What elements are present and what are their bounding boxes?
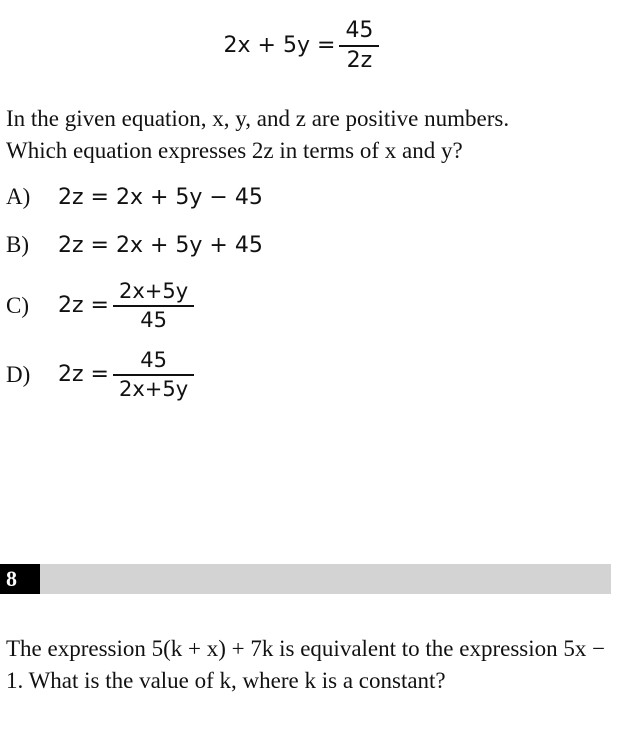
choice-a[interactable] xyxy=(6,180,263,214)
question-8-number: 8 xyxy=(0,564,40,594)
choice-d-numerator: 45 xyxy=(140,348,167,372)
given-equation-denominator: 2z xyxy=(339,45,379,72)
question-7-prompt-line-2: Which equation expresses 2z in terms of x and y? xyxy=(6,138,463,163)
choice-c-lhs: 2z = xyxy=(58,293,109,318)
choice-b-letter: B) xyxy=(6,232,29,257)
question-8-header-bar xyxy=(0,564,611,594)
given-equation-fraction xyxy=(342,20,376,72)
choice-d-lhs: 2z = xyxy=(58,362,109,387)
given-equation xyxy=(0,20,600,72)
choice-d[interactable] xyxy=(6,345,191,405)
choice-b-expression: 2z = 2x + 5y + 45 xyxy=(58,232,263,258)
question-7-prompt xyxy=(6,103,611,167)
choice-c-numerator: 2x+5y xyxy=(118,279,189,303)
choice-b[interactable] xyxy=(6,228,263,262)
choice-d-expression xyxy=(58,350,191,400)
choice-a-letter: A) xyxy=(6,184,31,209)
choice-a-expression: 2z = 2x + 5y − 45 xyxy=(58,184,263,210)
choice-c-expression xyxy=(58,281,191,331)
choice-c-letter: C) xyxy=(6,293,29,318)
question-8-prompt: The expression 5(k + x) + 7k is equivalent to the expression 5x − 1. What is the value of k, where k is a constant? xyxy=(6,636,606,693)
choice-d-fraction xyxy=(116,350,191,400)
choice-d-letter: D) xyxy=(6,362,31,387)
given-equation-numerator: 45 xyxy=(345,18,374,43)
choice-c[interactable] xyxy=(6,276,191,336)
choice-c-denominator: 45 xyxy=(113,305,194,331)
choice-d-denominator: 2x+5y xyxy=(113,374,194,400)
question-7-prompt-line-1: In the given equation, x, y, and z are positive numbers. xyxy=(6,106,510,131)
choice-c-fraction xyxy=(116,281,191,331)
given-equation-lhs: 2x + 5y = xyxy=(223,33,336,58)
